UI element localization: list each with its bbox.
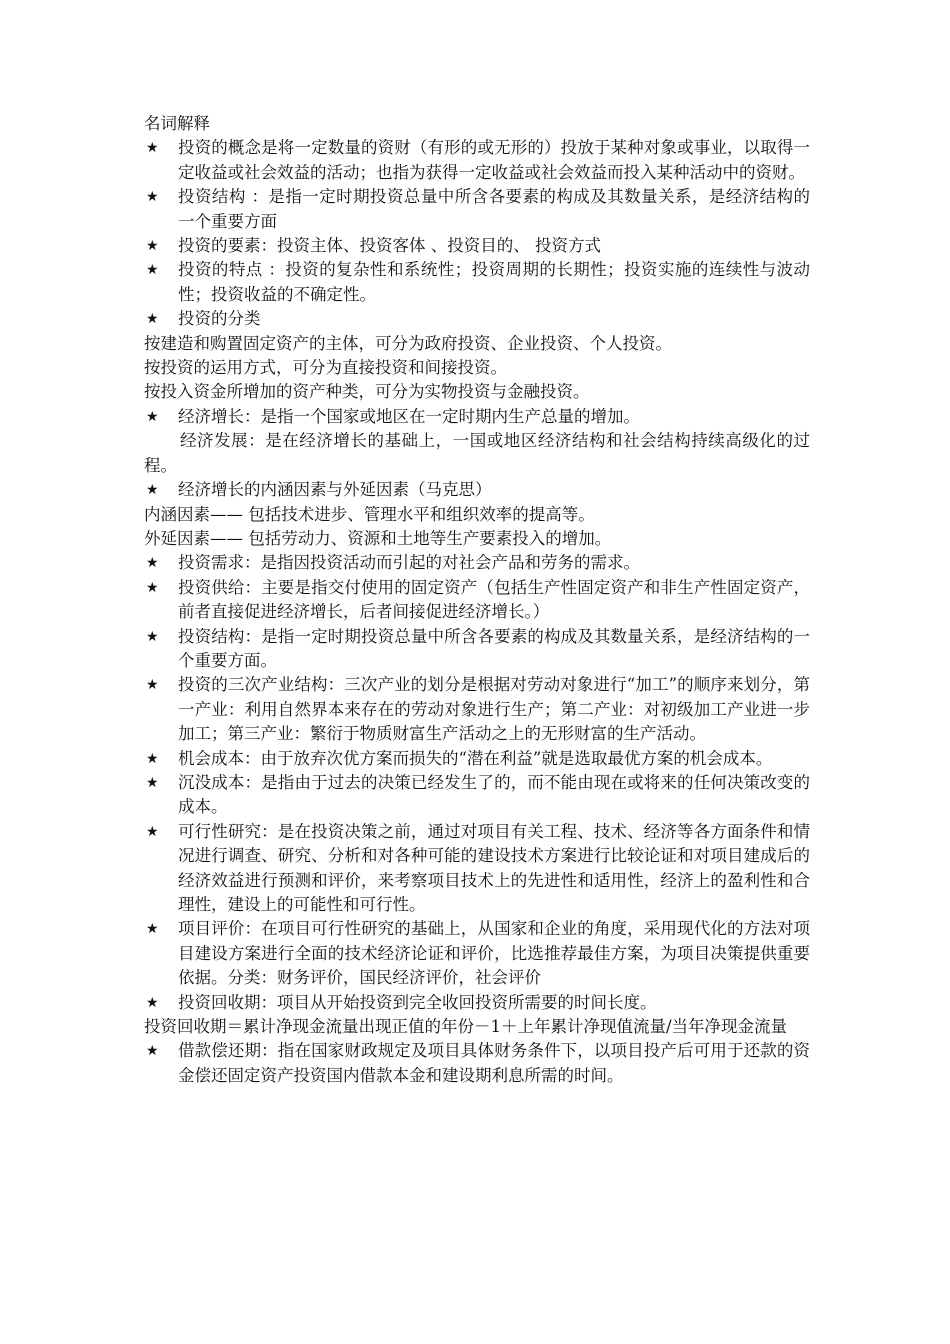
star-bullet-icon: ★ (146, 921, 159, 938)
star-bullet-icon: ★ (146, 994, 159, 1011)
star-list-item (144, 771, 810, 820)
star-bullet-icon: ★ (146, 555, 159, 572)
star-bullet-icon: ★ (146, 482, 159, 499)
star-list-item (144, 576, 810, 625)
star-bullet-icon: ★ (146, 262, 159, 279)
plain-paragraph: 投资回收期＝累计净现金流量出现正值的年份－1＋上年累计净现值流量/当年净现金流量 (144, 1017, 788, 1037)
star-bullet-icon: ★ (146, 628, 159, 645)
item-text: 投资的要素：投资主体、投资客体 、投资目的、 投资方式 (178, 236, 601, 256)
star-list-item (144, 307, 810, 331)
section-heading: 名词解释 (144, 114, 210, 133)
plain-paragraph: 按投入资金所增加的资产种类，可分为实物投资与金融投资。 (144, 382, 590, 402)
star-bullet-icon: ★ (146, 823, 159, 840)
plain-paragraph: 内涵因素—— 包括技术进步、管理水平和组织效率的提高等。 (144, 504, 595, 524)
star-list-item (144, 258, 810, 307)
item-text: 可行性研究：是在投资决策之前，通过对项目有关工程、技术、经济等各方面条件和情况进行调查、研究、分析和对各种可能的建设技术方案进行比较论证和对项目建成后的经济效益进行预测和评价，来考察项目技术上的先进性和适用性，经济上的盈利性和合理性，建设上的可能性和可行性。 (178, 821, 810, 914)
star-bullet-icon: ★ (146, 140, 159, 157)
star-bullet-icon: ★ (146, 1043, 159, 1060)
item-text: 投资的分类 (178, 309, 261, 329)
star-list-item (144, 917, 810, 990)
plain-paragraph: 按建造和购置固定资产的主体，可分为政府投资、企业投资、个人投资。 (144, 333, 672, 353)
star-bullet-icon: ★ (146, 579, 159, 596)
item-text: 投资结构：是指一定时期投资总量中所含各要素的构成及其数量关系，是经济结构的一个重要方面。 (178, 626, 810, 670)
star-bullet-icon: ★ (146, 408, 159, 425)
item-text: 投资的特点 ：投资的复杂性和系统性；投资周期的长期性；投资实施的连续性与波动性；投资收益的不确定性。 (178, 260, 810, 304)
plain-paragraph: 外延因素—— 包括劳动力、资源和土地等生产要素投入的增加。 (144, 528, 612, 548)
star-bullet-icon: ★ (146, 311, 159, 328)
star-list-item (144, 991, 810, 1015)
item-text: 投资的概念是将一定数量的资财（有形的或无形的）投放于某种对象或事业，以取得一定收益或社会效益的活动；也指为获得一定收益或社会效益而投入某种活动中的资财。 (178, 138, 810, 182)
definition-list (144, 136, 810, 1088)
item-text: 投资结构 ：是指一定时期投资总量中所含各要素的构成及其数量关系，是经济结构的一个重要方面 (178, 187, 810, 231)
star-list-item (144, 747, 810, 771)
item-text: 项目评价：在项目可行性研究的基础上，从国家和企业的角度，采用现代化的方法对项目建设方案进行全面的技术经济论证和评价，比选推荐最佳方案，为项目决策提供重要依据。分类：财务评价，国民经济评价，社会评价 (178, 919, 810, 988)
star-list-item (144, 673, 810, 746)
item-text: 投资回收期：项目从开始投资到完全收回投资所需要的时间长度。 (178, 992, 657, 1012)
star-bullet-icon: ★ (146, 774, 159, 791)
item-text: 借款偿还期：指在国家财政规定及项目具体财务条件下，以项目投产后可用于还款的资金偿还固定资产投资国内借款本金和建设期利息所需的时间。 (178, 1041, 810, 1085)
item-text: 机会成本：由于放弃次优方案而损失的“潜在利益”就是选取最优方案的机会成本。 (178, 748, 773, 768)
star-list-item (144, 185, 810, 234)
indented-paragraph: 经济发展：是在经济增长的基础上，一国或地区经济结构和社会结构持续高级化的过程。 (144, 431, 810, 475)
plain-paragraph: 按投资的运用方式，可分为直接投资和间接投资。 (144, 358, 507, 378)
item-text: 经济增长的内涵因素与外延因素（马克思） (178, 480, 492, 500)
star-list-item (144, 234, 810, 258)
document-page (144, 112, 810, 1088)
star-bullet-icon: ★ (146, 238, 159, 255)
item-text: 沉没成本：是指由于过去的决策已经发生了的，而不能由现在或将来的任何决策改变的成本。 (178, 772, 810, 817)
star-list-item (144, 405, 810, 429)
star-bullet-icon: ★ (146, 750, 159, 767)
item-text: 投资供给：主要是指交付使用的固定资产（包括生产性固定资产和非生产性固定资产，前者直接促进经济增长，后者间接促进经济增长。） (178, 577, 810, 622)
item-text: 经济增长：是指一个国家或地区在一定时期内生产总量的增加。 (178, 406, 640, 426)
star-list-item (144, 1039, 810, 1088)
star-list-item (144, 820, 810, 918)
item-text: 投资的三次产业结构：三次产业的划分是根据对劳动对象进行“加工”的顺序来划分，第一产业：利用自然界本来存在的劳动对象进行生产；第二产业：对初级加工产业进一步加工；第三产业：繁衍于物质财富生产活动之上的无形财富的生产活动。 (178, 675, 810, 744)
star-list-item (144, 625, 810, 674)
star-list-item (144, 136, 810, 185)
item-text: 投资需求：是指因投资活动而引起的对社会产品和劳务的需求。 (178, 553, 640, 573)
star-list-item (144, 478, 810, 502)
star-bullet-icon: ★ (146, 677, 159, 694)
star-list-item (144, 551, 810, 575)
star-bullet-icon: ★ (146, 189, 159, 206)
